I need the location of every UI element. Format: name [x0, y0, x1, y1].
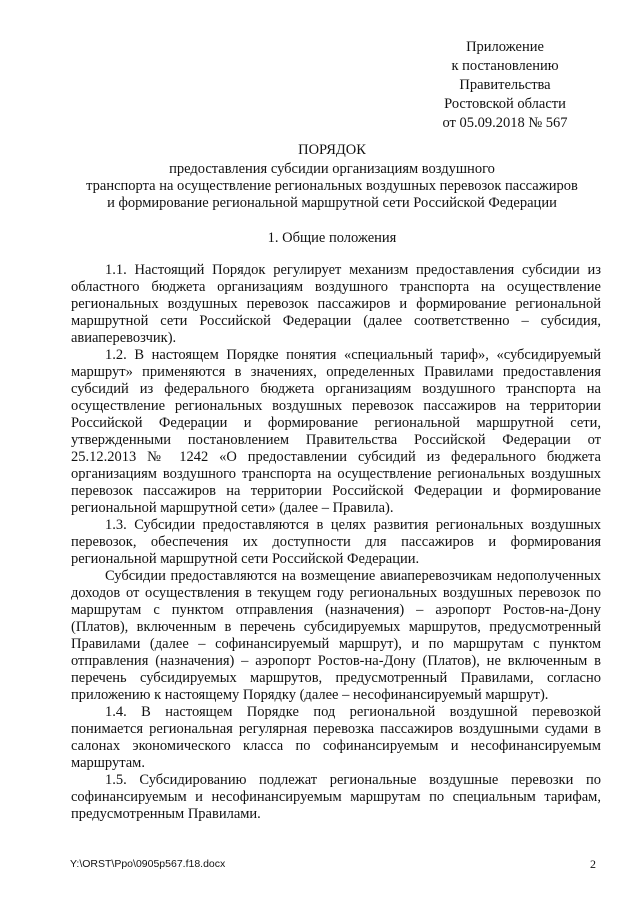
page-number: 2 — [590, 857, 596, 871]
section-heading: 1. Общие положения — [267, 230, 397, 246]
document-subtitle-line: и формирование региональной маршрутной сети Российской Федерации — [107, 195, 557, 211]
footer-file-path: Y:\ORST\Ppo\0905p567.f18.docx — [70, 858, 226, 870]
paragraph: Субсидии предоставляются на возмещение авиаперевозчикам недополученных доходов от осуществления в текущем году региональных воздушных перевозок по маршрутам с пунктом отправления (назначения) – аэропорт Ростов-на-Дону (Платов), включенным в перечень субсидируемых маршрутов, предусмотренный Правилами (далее – софинансируемый маршрут), и по маршрутам с пунктом отправления (назначения) – аэропорт Ростов-на-Дону (Платов), не включенным в перечень субсидируемых маршрутов, предусмотренный Правилами, согласно приложению к настоящему Порядку (далее – несофинансируемый маршрут). — [71, 568, 601, 703]
paragraph: 1.3. Субсидии предоставляются в целях развития региональных воздушных перевозок, обеспечения их доступности для пассажиров и формирования региональной маршрутной сети Российской Федерации. — [71, 517, 601, 567]
appendix-line: Правительства — [459, 77, 551, 93]
paragraph: 1.2. В настоящем Порядке понятия «специальный тариф», «субсидируемый маршрут» применяются в значениях, определенных Правилами предоставления субсидий из федерального бюджета организациям воздушного транспорта на осуществление региональных воздушных перевозок пассажиров на территории Российской Федерации и формирование региональной маршрутной сети, утвержденными постановлением Правительства Российской Федерации от 25.12.2013 № 1242 «О предоставлении субсидий из федерального бюджета организациям воздушного транспорта на осуществление региональных воздушных перевозок пассажиров на территории Российской Федерации и формирование региональной маршрутной сети» (далее – Правила). — [71, 347, 601, 516]
title-block — [62, 142, 602, 212]
document-subtitle-line: транспорта на осуществление региональных воздушных перевозок пассажиров — [86, 178, 578, 194]
paragraph: 1.4. В настоящем Порядке под региональной воздушной перевозкой понимается региональная регулярная перевозка пассажиров воздушными судами в салонах экономического класса по софинансируемым и несофинансируемым маршрутам. — [71, 704, 601, 771]
appendix-line: от 05.09.2018 № 567 — [442, 115, 568, 131]
document-subtitle-line: предоставления субсидии организациям воздушного — [169, 161, 495, 177]
document-body — [71, 262, 601, 823]
appendix-note — [400, 38, 610, 133]
appendix-line: Ростовской области — [444, 96, 566, 112]
paragraph: 1.1. Настоящий Порядок регулирует механизм предоставления субсидии из областного бюджета организациям воздушного транспорта на осуществление региональных воздушных перевозок пассажиров и формирование региональной маршрутной сети Российской Федерации (далее соответственно – субсидия, авиаперевозчик). — [71, 262, 601, 346]
appendix-line: Приложение — [466, 39, 544, 55]
appendix-line: к постановлению — [451, 58, 559, 74]
paragraph: 1.5. Субсидированию подлежат региональные воздушные перевозки по софинансируемым и несофинансируемым маршрутам по специальным тарифам, предусмотренным Правилами. — [71, 772, 601, 822]
document-title: ПОРЯДОК — [298, 142, 366, 158]
